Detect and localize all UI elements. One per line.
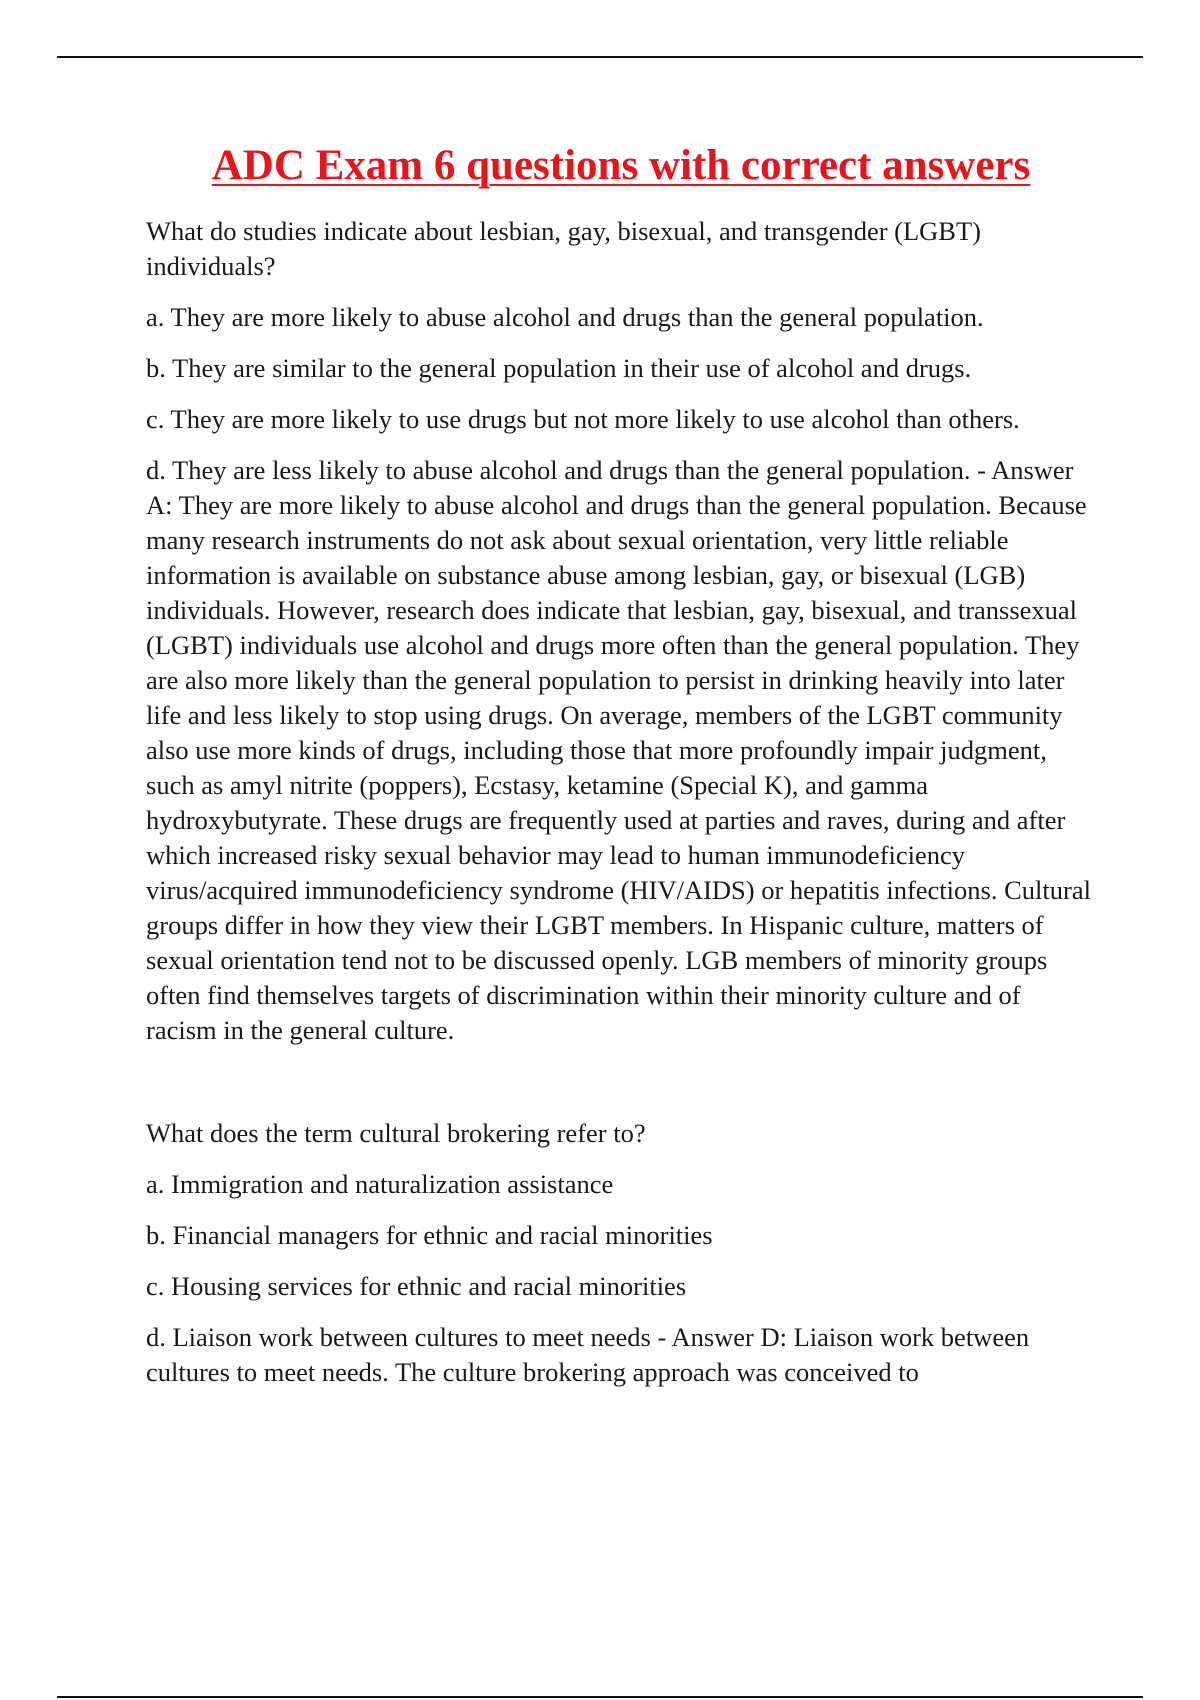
answer-option-d-with-explanation: d. They are less likely to abuse alcohol and drugs than the general population. - Answer A: They are more likely to abuse alcohol and drugs than the general population. Because many research instruments do not ask about sexual orientation, very little reliable information is available on substance abuse among lesbian, gay, or bisexual (LGB) individuals. However, research does indicate that lesbian, gay, bisexual, and transsexual (LGBT) individuals use alcohol and drugs more often than the general population. They are also more likely than the general population to persist in drinking heavily into later life and less likely to stop using drugs. On average, members of the LGBT community also use more kinds of drugs, including those that more profoundly impair judgment, such as amyl nitrite (poppers), Ecstasy, ketamine (Special K), and gamma hydroxybutyrate. These drugs are frequently used at parties and raves, during and after which increased risky sexual behavior may lead to human immunodeficiency virus/acquired immunodeficiency syndrome (HIV/AIDS) or hepatitis infections. Cultural groups differ in how they view their LGBT members. In Hispanic culture, matters of sexual orientation tend not to be discussed openly. LGB members of minority groups often find themselves targets of discrimination within their minority culture and of racism in the general culture.	[146, 454, 1091, 1045]
question-spacer	[146, 1064, 1096, 1116]
answer-option-a: a. They are more likely to abuse alcohol and drugs than the general population.	[146, 301, 984, 332]
document-title: ADC Exam 6 questions with correct answers	[211, 142, 1031, 189]
question-prompt: What does the term cultural brokering refer to?	[146, 1117, 646, 1148]
header-rule	[57, 56, 1143, 58]
question-block	[146, 214, 1096, 1048]
footer-rule	[57, 1696, 1143, 1698]
answer-option-c: c. They are more likely to use drugs but not more likely to use alcohol than others.	[146, 403, 1020, 434]
question-block	[146, 1116, 1096, 1390]
answer-option-b: b. They are similar to the general population in their use of alcohol and drugs.	[146, 352, 972, 383]
answer-option-a: a. Immigration and naturalization assistance	[146, 1168, 614, 1199]
answer-option-b: b. Financial managers for ethnic and racial minorities	[146, 1219, 713, 1250]
document-body	[146, 140, 1096, 1406]
answer-option-d-with-explanation: d. Liaison work between cultures to meet needs - Answer D: Liaison work between cultures to meet needs. The culture brokering approach was conceived to	[146, 1321, 1030, 1387]
answer-option-c: c. Housing services for ethnic and racial minorities	[146, 1270, 687, 1301]
question-prompt: What do studies indicate about lesbian, gay, bisexual, and transgender (LGBT) individuals?	[146, 215, 981, 281]
